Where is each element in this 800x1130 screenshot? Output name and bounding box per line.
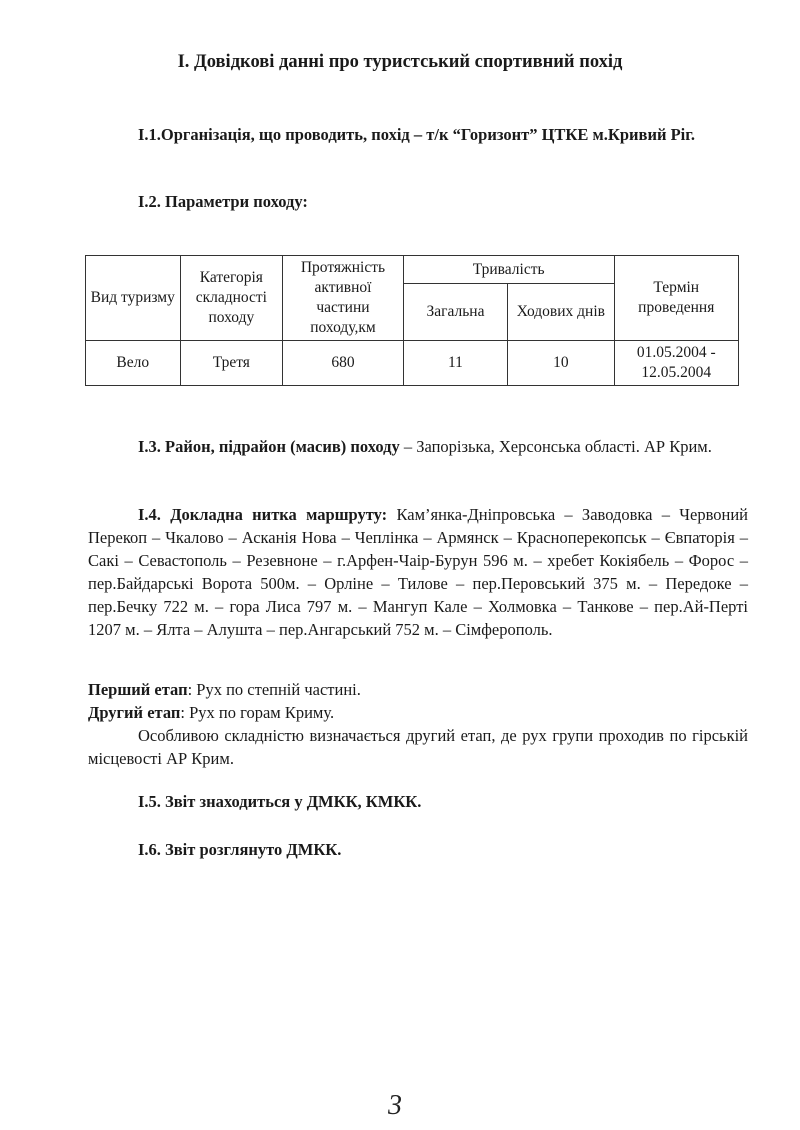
report-location-text: I.5. Звіт знаходиться у ДМКК, КМКК. <box>138 792 422 811</box>
table-row <box>86 341 739 386</box>
route-label: I.4. Докладна нитка маршруту: <box>138 505 388 524</box>
header-total: Загальна <box>403 284 507 341</box>
cell-total: 11 <box>403 341 507 386</box>
stage-2-text: : Рух по горам Криму. <box>180 703 335 722</box>
page-number: 3 <box>388 1090 402 1121</box>
region-text: – Запорізька, Херсонська області. АР Крим. <box>399 437 712 456</box>
route-text: Кам’янка-Дніпровська – Заводовка – Червоний Перекоп – Чкалово – Асканія Нова – Чеплінка – Армянск – Красноперекопськ – Євпаторія – Сакі – Севастополь – Резевноне – г.Арфен-Чаір-Бурун 596 м. – хребет Кокіябель – Форос – пер.Байдарські Ворота 500м. – Орліне – Тилове – пер.Перовський 375 м. – Передоке – пер.Бечку 722 м. – гора Лиса 797 м. – Мангуп Кале – Холмовка – Танкове – пер.Ай-Перті 1207 м. – Ялта – Алушта – пер.Ангарський 752 м. – Сімферополь. <box>88 505 749 639</box>
section-stages <box>88 678 748 770</box>
parameters-heading: I.2. Параметри походу: <box>138 192 308 211</box>
stages-note-text: Особливою складністю визначається другий етап, де рух групи проходив по гірській місцевості АР Крим. <box>88 726 748 768</box>
cell-walking: 10 <box>508 341 614 386</box>
header-type: Вид туризму <box>86 256 181 341</box>
organization-text: I.1.Організація, що проводить, похід – т/к “Горизонт” ЦТКЕ м.Кривий Ріг. <box>138 125 696 144</box>
cell-type: Вело <box>86 341 181 386</box>
header-length: Протяжність активної частини походу,км <box>283 256 404 341</box>
stage-2-label: Другий етап <box>88 703 181 722</box>
section-report-location <box>88 790 748 813</box>
header-category: Категорія складності походу <box>180 256 283 341</box>
stage-1-label: Перший етап <box>88 680 188 699</box>
stages-note <box>88 724 748 770</box>
report-reviewed-text: I.6. Звіт розглянуто ДМКК. <box>138 840 342 859</box>
header-duration: Тривалість <box>403 256 614 284</box>
header-term: Термін проведення <box>614 256 738 341</box>
document-title: I. Довідкові данні про туристський спортивний похід <box>177 52 623 72</box>
section-region <box>88 435 748 458</box>
parameters-table <box>85 255 739 386</box>
section-parameters <box>88 190 748 213</box>
table-header-row <box>86 256 739 284</box>
cell-length: 680 <box>283 341 404 386</box>
stage-1-text: : Рух по степній частині. <box>187 680 361 699</box>
stage-2 <box>88 701 748 724</box>
region-label: I.3. Район, підрайон (масив) походу <box>138 437 400 456</box>
header-walking: Ходових днів <box>508 284 614 341</box>
section-organization <box>88 123 748 146</box>
stage-1 <box>88 678 748 701</box>
section-route <box>88 503 748 641</box>
section-report-reviewed <box>88 838 748 861</box>
cell-term <box>614 341 738 386</box>
term-to: 12.05.2004 <box>641 364 712 381</box>
cell-category: Третя <box>180 341 283 386</box>
term-from: 01.05.2004 - <box>636 344 716 361</box>
